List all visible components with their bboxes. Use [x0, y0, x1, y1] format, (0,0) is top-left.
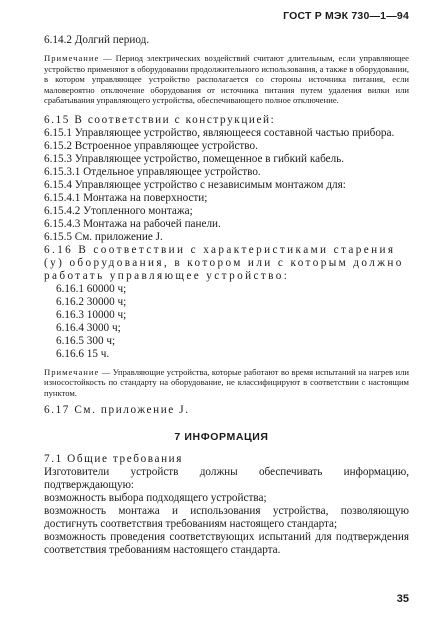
clause-6-15-4-2: 6.15.4.2 Утопленного монтажа;	[44, 204, 193, 217]
clause-6-15-2: 6.15.2 Встроенное управляющее устройство.	[44, 139, 258, 152]
clause-6-15-4: 6.15.4 Управляющее устройство с независимым монтажом для:	[44, 178, 346, 191]
clause-6-15-5: 6.15.5 См. приложение J.	[44, 230, 163, 243]
aging-item: 6.16.3 10000 ч;	[56, 308, 127, 321]
clause-6-16: 6.16 В соответствии с характеристиками старения (у) оборудования, в котором или с которым должно работать управляющее устройство:	[44, 243, 404, 282]
clause-7-1-para-2: возможность выбора подходящего устройства;	[44, 492, 267, 504]
clause-7-1-para-1: Изготовители устройств должны обеспечивать информацию, подтверждающую:	[44, 466, 409, 491]
aging-item: 6.16.5 300 ч;	[56, 334, 116, 347]
clause-6-15-1: 6.15.1 Управляющее устройство, являющееся составной частью прибора.	[44, 126, 395, 139]
note-1-lead: Примечание	[44, 53, 100, 63]
aging-item: 6.16.1 60000 ч;	[56, 282, 127, 295]
aging-list	[34, 283, 409, 361]
note-2-lead: Примечание	[44, 366, 100, 377]
clause-6-15: 6.15 В соответствии с конструкцией:	[44, 113, 276, 126]
section-7-title: 7 ИНФОРМАЦИЯ	[174, 431, 269, 443]
aging-item: 6.16.2 30000 ч;	[56, 295, 127, 308]
aging-item: 6.16.4 3000 ч;	[56, 321, 121, 334]
note-1	[34, 53, 409, 106]
note-2-text: — Управляющие устройства, которые работают во время испытаний на нагрев или износостойкость по стандарту на оборудование, не классифицируют в соответствии с настоящим пунктом.	[44, 366, 409, 398]
clause-6-15-3: 6.15.3 Управляющее устройство, помещенное в гибкий кабель.	[44, 152, 345, 165]
note-2	[34, 367, 409, 399]
clause-7-1-para-3: возможность монтажа и использования устройства, позволяющую достигнуть соответствия требованиям настоящего стандарта;	[44, 505, 409, 530]
clause-6-14-2: 6.14.2 Долгий период.	[44, 34, 150, 46]
clause-6-15-3-1: 6.15.3.1 Отдельное управляющее устройство.	[44, 165, 261, 178]
standard-header: ГОСТ Р МЭК 730—1—94	[283, 10, 409, 22]
clause-6-15-4-3: 6.15.4.3 Монтажа на рабочей панели.	[44, 217, 221, 230]
note-1-text: — Период электрических воздействий считают длительным, если управляющее устройство применяют в оборудовании продолжительного использования, а также в оборудовании, в котором управляющее устройство располагается со стороны источника питания, если маловероятно отключение оборудования от источника питания путем удаления вилки или срабатывания управляющего устройства, обеспечивающего полное отключение.	[44, 53, 409, 105]
page-content	[34, 34, 409, 557]
page-number: 35	[396, 593, 409, 605]
aging-item: 6.16.6 15 ч.	[56, 347, 110, 360]
clause-6-17: 6.17 См. приложение J.	[44, 404, 190, 416]
clause-7-1-para-4: возможность проведения соответствующих испытаний для подтверждения соответствия требованиям настоящего стандарта.	[44, 531, 409, 556]
clause-7-1: 7.1 Общие требования	[44, 453, 184, 465]
clause-6-15-4-1: 6.15.4.1 Монтажа на поверхности;	[44, 191, 208, 204]
